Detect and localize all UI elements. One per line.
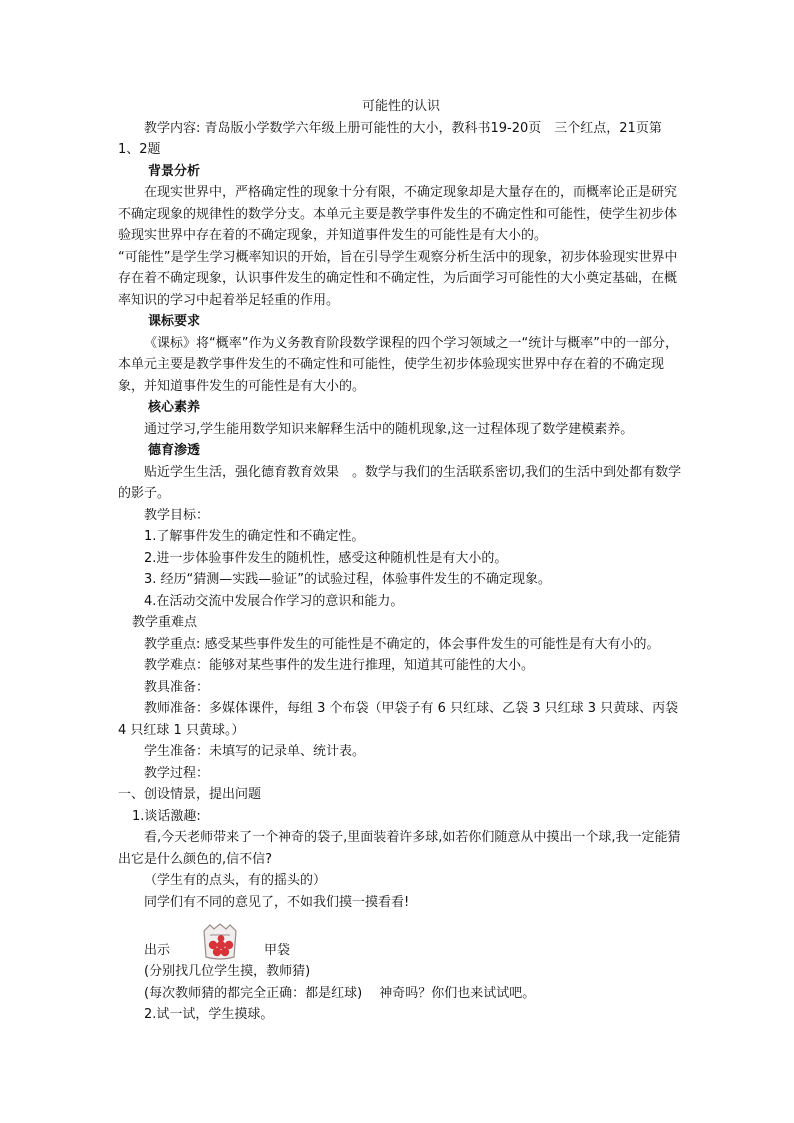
note-1: (分别找几位学生摸，教师猜) xyxy=(144,964,311,979)
show-label: 出示 xyxy=(144,942,171,958)
heading-background: 背景分析 xyxy=(148,163,201,179)
goal-2: 2.进一步体验事件发生的随机性，感受这种随机性是有大小的。 xyxy=(144,550,508,566)
document-body xyxy=(118,96,684,1026)
bag-label: 甲袋 xyxy=(264,942,291,958)
para-moral: 贴近学生生活，强化德育教育效果 。数学与我们的生活联系密切,我们的生活中到处都有数学的影子。 xyxy=(118,464,682,501)
para-standard: 《课标》将“概率”作为义务教育阶段数学课程的四个学习领域之一“统计与概率”中的一部分，本单元主要是教学事件发生的不确定性和可能性，使学生初步体验现实世界中存在着的不确定现象，并知道事件发生的可能性是有大小的。 xyxy=(118,335,678,394)
tools-title: 教具准备： xyxy=(144,679,210,695)
para-background: 在现实世界中，严格确定性的现象十分有限，不确定现象却是大量存在的，而概率论正是研究不确定现象的规律性的数学分支。本单元主要是教学事件发生的不确定性和可能性，使学生初步体验现实世界中存在着的不确定现象，并知道事件发生的可能性是有大小的。 xyxy=(118,185,678,243)
goal-4: 4.在活动交流中发展合作学习的意识和能力。 xyxy=(144,593,404,609)
difficult-point: 教学难点：能够对某些事件的发生进行推理，知道其可能性的大小。 xyxy=(144,658,535,673)
section-1: 一、创设情景，提出问题 xyxy=(118,787,262,802)
step-2: 2.试一试，学生摸球。 xyxy=(144,1007,274,1022)
content-line: 教学内容: 青岛版小学数学六年级上册可能性的大小，教科书19-20页 三个红点，21页第 1、2题 xyxy=(118,120,662,157)
para-background-2: “可能性”是学生学习概率知识的开始，旨在引导学生观察分析生活中的现象，初步体验现实世界中存在着不确定现象，认识事件发生的确定性和不确定性，为后面学习可能性的大小奠定基础，在概率知识的学习中起着举足轻重的作用。 xyxy=(118,249,678,308)
step-1: 1.谈话激趣: xyxy=(132,808,201,824)
heading-literacy: 核心素养 xyxy=(148,400,201,415)
teacher-prep: 教师准备：多媒体课件，每组 3 个布袋（甲袋子有 6 只红球、乙袋 3 只红球 3 只黄球、丙袋 4 只红球 1 只黄球。） xyxy=(118,701,679,738)
goals-title: 教学目标： xyxy=(144,507,210,523)
reaction: （学生有的点头，有的摇头的） xyxy=(144,873,327,888)
heading-standard: 课标要求 xyxy=(148,314,201,329)
goal-3: 3. 经历“猜测—实践—验证”的试验过程，体验事件发生的不确定现象。 xyxy=(144,572,552,587)
key-difficult-title: 教学重难点 xyxy=(132,615,198,630)
para-literacy: 通过学习,学生能用数学知识来解释生活中的随机现象,这一过程体现了数学建模素养。 xyxy=(144,421,634,437)
document-title: 可能性的认识 xyxy=(361,99,440,114)
para-talk: 看,今天老师带来了一个神奇的袋子,里面装着许多球,如若你们随意从中摸出一个球,我一定能猜出它是什么颜色的,信不信? xyxy=(118,830,681,867)
different-opinion: 同学们有不同的意见了，不如我们摸一摸看看! xyxy=(144,894,410,910)
show-bag-row xyxy=(118,917,684,961)
heading-moral: 德育渗透 xyxy=(148,443,201,458)
key-point: 教学重点: 感受某些事件发生的可能性是不确定的，体会事件发生的可能性是有大有小的。 xyxy=(144,636,660,652)
student-prep: 学生准备：未填写的记录单、统计表。 xyxy=(144,744,366,759)
goal-1: 1.了解事件发生的确定性和不确定性。 xyxy=(144,529,365,544)
note-2: (每次教师猜的都完全正确：都是红球) 神奇吗？你们也来试试吧。 xyxy=(144,985,536,1001)
process-title: 教学过程： xyxy=(144,765,210,781)
ball-bag-icon xyxy=(200,923,240,961)
